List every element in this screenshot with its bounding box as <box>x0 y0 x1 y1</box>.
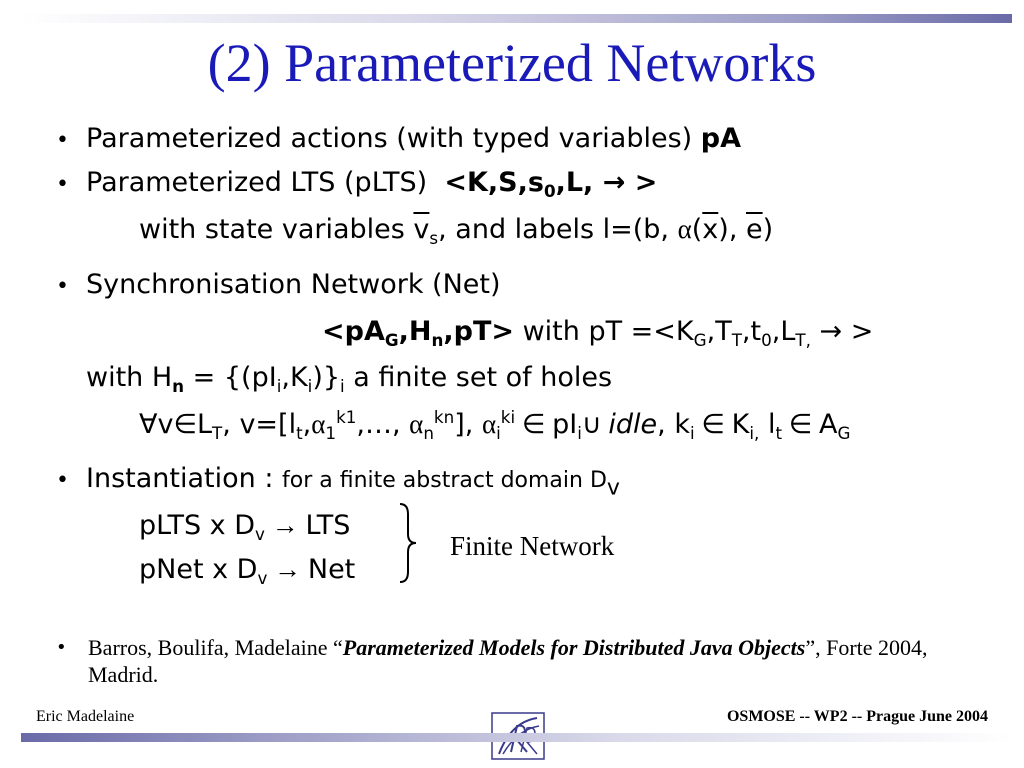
bullet-parameterized-lts: Parameterized LTS (pLTS) $<K,S,s_0,L$, → > <box>86 167 658 201</box>
right-brace-icon <box>396 502 422 584</box>
bullet-dot: • <box>56 172 69 197</box>
bullet-instantiation: Instantiation : for a finite abstract domain $D_v$ <box>86 463 620 501</box>
bullet-dot: • <box>56 274 69 299</box>
reference-citation: Barros, Boulifa, Madelaine “Parameterized Models for Distributed Java Objects”, Forte 2004, Madrid. <box>88 635 928 687</box>
net-tuple-line: $<pA_G,H_n,pT>$ with pT $=<K_G,T_T,t_0,L_{T,}$ → > <box>322 316 874 350</box>
bullet-dot: • <box>56 637 67 658</box>
plts-tuple: $<K,S,s_0,L$, → > <box>444 167 658 201</box>
slide-title: (2) Parameterized Networks <box>207 33 817 93</box>
footer-author: Eric Madelaine <box>36 708 135 725</box>
finite-network-label: Finite Network <box>450 531 615 561</box>
bullet-parameterized-actions: Parameterized actions (with typed variables) pA <box>86 123 742 154</box>
net-forall-line: $\forall v\in L_T$, $v=[l_t,\alpha_1^{k1},\dots$, $\alpha_n^{kn}$], $\alpha_i^{ki}$ ∈ $pI_i\cup$ idle, $k_i$ ∈ $K_{i,}$ $l_t$ ∈ $A_G$ <box>139 406 851 443</box>
bullet-synchronisation-network: Synchronisation Network (Net) <box>86 269 501 300</box>
bottom-band <box>21 733 1012 742</box>
top-band <box>21 14 1012 23</box>
instantiation-plts-line: pLTS x $D_v$ → LTS <box>139 510 351 544</box>
bullet-dot: • <box>56 128 69 153</box>
net-holes-line: with $H_n = \{(pI_i,K_i)\}_i$ a finite set of holes <box>86 362 613 396</box>
instantiation-pnet-line: pNet x $D_v$ → Net <box>139 554 356 588</box>
footer-event: OSMOSE -- WP2 -- Prague June 2004 <box>726 708 988 725</box>
bullet-dot: • <box>56 468 69 493</box>
plts-state-variables-line: with state variables $\overline{v}_s$, and labels l=(b, $\alpha(\overline{x})$, $\overline{e}$) <box>139 214 774 248</box>
